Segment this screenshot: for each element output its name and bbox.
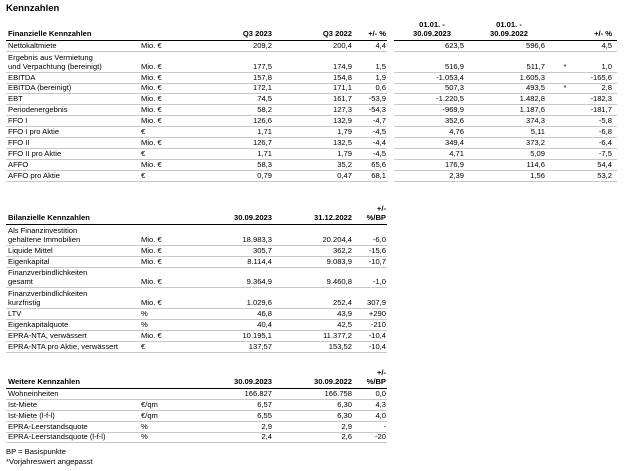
value-q3-2023: 172,1 bbox=[252, 83, 272, 93]
value-change: -4,7 bbox=[372, 116, 386, 126]
balance-header-col1: 30.09.2023 bbox=[233, 212, 272, 222]
value-ytd-change: -181,7 bbox=[590, 105, 612, 115]
table-row bbox=[6, 309, 387, 320]
table-row bbox=[6, 288, 387, 309]
table-row bbox=[6, 411, 387, 422]
value-ytd-2022: 511,7 bbox=[526, 61, 545, 71]
value-col1: 9.364,9 bbox=[246, 277, 272, 287]
table-row bbox=[6, 149, 387, 160]
table-row bbox=[6, 389, 387, 400]
table-row bbox=[394, 138, 617, 149]
row-label: Eigenkapital bbox=[8, 256, 50, 266]
table-row bbox=[6, 138, 387, 149]
table-row bbox=[394, 52, 617, 73]
value-change: -53,9 bbox=[368, 94, 386, 104]
row-unit: % bbox=[141, 421, 148, 431]
row-unit: Mio. € bbox=[141, 330, 162, 340]
row-label: EBITDA (bereinigt) bbox=[8, 83, 72, 93]
table-row bbox=[6, 116, 387, 127]
value-q3-2022: 35,2 bbox=[337, 159, 352, 169]
value-ytd-change: -6,8 bbox=[598, 127, 612, 137]
row-unit: % bbox=[141, 309, 148, 319]
balance-table bbox=[6, 204, 387, 353]
value-ytd-change: 4,5 bbox=[601, 40, 612, 50]
row-label: Periodenergebnis bbox=[8, 105, 68, 115]
value-col1: 305,7 bbox=[252, 245, 272, 255]
value-q3-2023: 1,71 bbox=[257, 148, 272, 158]
value-ytd-change: -7,5 bbox=[598, 148, 612, 158]
value-col1: 2,4 bbox=[261, 432, 272, 442]
value-q3-2023: 157,8 bbox=[252, 72, 272, 82]
value-col1: 166.827 bbox=[244, 388, 272, 398]
value-col1: 46,8 bbox=[257, 309, 272, 319]
row-unit: €/qm bbox=[141, 399, 158, 409]
value-col1: 40,4 bbox=[257, 319, 272, 329]
value-ytd-change: -165,6 bbox=[590, 72, 612, 82]
value-change: -10,4 bbox=[368, 341, 386, 351]
row-unit: Mio. € bbox=[141, 137, 162, 147]
value-change: -10,4 bbox=[368, 330, 386, 340]
value-col2: 43,9 bbox=[337, 309, 352, 319]
value-ytd-2023: 623,5 bbox=[444, 40, 464, 50]
value-ytd-change: 2,8 bbox=[601, 83, 612, 93]
value-col1: 10.195,1 bbox=[242, 330, 272, 340]
value-ytd-2022: 114,6 bbox=[526, 159, 545, 169]
ytd-header-change: +/- % bbox=[594, 28, 612, 38]
value-col2: 20.204,4 bbox=[322, 234, 352, 244]
value-q3-2022: 1,79 bbox=[337, 148, 352, 158]
value-q3-2023: 126,6 bbox=[252, 116, 272, 126]
value-ytd-2022: 373,2 bbox=[525, 137, 545, 147]
table-row bbox=[6, 94, 387, 105]
other-table bbox=[6, 368, 387, 443]
footnote-adjusted: *Vorjahreswert angepasst bbox=[6, 457, 93, 466]
footnote-bp: BP = Basispunkte bbox=[6, 447, 67, 456]
value-change: -1,0 bbox=[372, 277, 386, 287]
row-unit: Mio. € bbox=[141, 234, 162, 244]
row-unit: € bbox=[141, 341, 146, 351]
table-row bbox=[394, 105, 617, 116]
row-unit: Mio. € bbox=[141, 256, 162, 266]
row-unit: Mio. € bbox=[141, 105, 162, 115]
table-row bbox=[6, 433, 387, 444]
value-q3-2023: 0,79 bbox=[257, 170, 272, 180]
value-ytd-2022: 5,09 bbox=[530, 148, 545, 158]
table-row bbox=[6, 84, 387, 95]
value-q3-2022: 0,47 bbox=[337, 170, 352, 180]
row-label: EBT bbox=[8, 94, 23, 104]
balance-header bbox=[6, 204, 387, 225]
table-row bbox=[394, 41, 617, 52]
value-change: -4,4 bbox=[372, 137, 386, 147]
table-row bbox=[394, 116, 617, 127]
financial-header-q3-2023: Q3 2023 bbox=[242, 28, 272, 38]
value-col2: 153,52 bbox=[328, 341, 352, 351]
value-change: 1,9 bbox=[375, 72, 386, 82]
row-label: Finanzverbindlichkeiten kurzfristig bbox=[8, 289, 88, 308]
value-q3-2023: 58,3 bbox=[257, 159, 272, 169]
value-col2: 2,9 bbox=[341, 421, 352, 431]
value-change: 4,4 bbox=[375, 40, 386, 50]
value-col2: 11.377,2 bbox=[323, 330, 352, 340]
row-label: EPRA-Leerstandsquote (l-f-l) bbox=[8, 432, 106, 442]
row-unit: % bbox=[141, 432, 148, 442]
table-row bbox=[6, 225, 387, 246]
value-ytd-2023: 4,76 bbox=[449, 127, 464, 137]
row-label: FFO I pro Aktie bbox=[8, 127, 60, 137]
value-change: -4,5 bbox=[372, 127, 386, 137]
table-row bbox=[6, 400, 387, 411]
table-row bbox=[6, 73, 387, 84]
ytd-header-2023: 01.01. - 30.09.2023 bbox=[412, 20, 451, 38]
value-col2: 6,30 bbox=[337, 410, 352, 420]
value-ytd-2022: 1,56 bbox=[530, 170, 545, 180]
row-label: FFO II pro Aktie bbox=[8, 148, 62, 158]
page-title: Kennzahlen bbox=[6, 3, 60, 14]
row-unit: Mio. € bbox=[141, 245, 162, 255]
value-col2: 166.758 bbox=[324, 388, 352, 398]
table-row bbox=[6, 127, 387, 138]
value-col2: 362,2 bbox=[332, 245, 352, 255]
table-row bbox=[6, 41, 387, 52]
value-ytd-change: 1,0 bbox=[601, 61, 612, 71]
row-label: EPRA-NTA, verwässert bbox=[8, 330, 87, 340]
value-ytd-2023: -969,9 bbox=[442, 105, 464, 115]
value-change: 0,6 bbox=[375, 83, 386, 93]
adjusted-marker: * bbox=[563, 61, 567, 71]
row-label: AFFO bbox=[8, 159, 29, 169]
row-label: AFFO pro Aktie bbox=[8, 170, 60, 180]
balance-header-col2: 31.12.2022 bbox=[313, 212, 352, 222]
value-q3-2023: 177,5 bbox=[252, 61, 272, 71]
financial-header-label: Finanzielle Kennzahlen bbox=[8, 29, 92, 38]
value-col1: 8.114,4 bbox=[247, 256, 272, 266]
row-unit: % bbox=[141, 319, 148, 329]
value-ytd-change: -6,4 bbox=[598, 137, 612, 147]
value-ytd-2023: 4,71 bbox=[449, 148, 464, 158]
value-ytd-change: 54,4 bbox=[597, 159, 612, 169]
row-label: Liquide Mittel bbox=[8, 245, 53, 255]
row-label: Ergebnis aus Vermietung und Verpachtung (bereinigt) bbox=[8, 52, 102, 71]
row-unit: Mio. € bbox=[141, 159, 162, 169]
value-q3-2023: 1,71 bbox=[257, 127, 272, 137]
table-row bbox=[394, 171, 617, 182]
value-change: 0,0 bbox=[375, 388, 386, 398]
value-q3-2023: 126,7 bbox=[252, 137, 272, 147]
value-change: -10,7 bbox=[368, 256, 386, 266]
row-unit: Mio. € bbox=[141, 72, 162, 82]
financial-table bbox=[6, 22, 387, 182]
row-label: Nettokaltmiete bbox=[8, 40, 57, 50]
table-row bbox=[6, 342, 387, 353]
row-label: LTV bbox=[8, 309, 22, 319]
row-label: Wohneinheiten bbox=[8, 388, 59, 398]
table-row bbox=[394, 160, 617, 171]
value-change: 65,6 bbox=[371, 159, 386, 169]
table-row bbox=[6, 52, 387, 73]
value-ytd-change: -5,8 bbox=[598, 116, 612, 126]
value-change: 307,9 bbox=[366, 298, 386, 308]
value-ytd-change: 53,2 bbox=[597, 170, 612, 180]
row-unit: € bbox=[141, 148, 146, 158]
table-row bbox=[6, 160, 387, 171]
value-ytd-2023: 349,4 bbox=[444, 137, 464, 147]
value-change: -54,3 bbox=[368, 105, 386, 115]
value-col1: 2,9 bbox=[261, 421, 272, 431]
value-change: -4,5 bbox=[372, 148, 386, 158]
balance-header-label: Bilanzielle Kennzahlen bbox=[8, 213, 90, 222]
value-change: -20 bbox=[375, 432, 386, 442]
value-q3-2023: 209,2 bbox=[252, 40, 272, 50]
row-unit: € bbox=[141, 127, 146, 137]
value-ytd-2022: 1.187,6 bbox=[519, 105, 545, 115]
value-q3-2022: 161,7 bbox=[332, 94, 352, 104]
value-col2: 2,6 bbox=[341, 432, 352, 442]
value-col2: 9.083,9 bbox=[326, 256, 352, 266]
value-q3-2023: 58,2 bbox=[257, 105, 272, 115]
value-col1: 18.983,3 bbox=[242, 234, 272, 244]
value-col1: 1.029,6 bbox=[246, 298, 272, 308]
value-col2: 252,4 bbox=[332, 298, 352, 308]
value-q3-2022: 1,79 bbox=[337, 127, 352, 137]
table-row bbox=[6, 257, 387, 268]
value-ytd-2023: 176,9 bbox=[444, 159, 464, 169]
value-ytd-2022: 1.482,8 bbox=[519, 94, 545, 104]
value-ytd-2022: 596,6 bbox=[525, 40, 545, 50]
value-q3-2022: 132,9 bbox=[332, 116, 352, 126]
value-ytd-change: -182,3 bbox=[590, 94, 612, 104]
row-label: FFO II bbox=[8, 137, 30, 147]
financial-rows bbox=[6, 41, 387, 182]
other-header-col1: 30.09.2023 bbox=[233, 376, 272, 386]
financial-ytd-table bbox=[394, 22, 617, 182]
row-unit: Mio. € bbox=[141, 94, 162, 104]
row-label: EPRA-NTA pro Aktie, verwässert bbox=[8, 341, 119, 351]
value-col2: 42,5 bbox=[337, 319, 352, 329]
row-unit: € bbox=[141, 170, 146, 180]
row-unit: Mio. € bbox=[141, 40, 162, 50]
value-col1: 137,57 bbox=[248, 341, 272, 351]
value-ytd-2022: 374,3 bbox=[525, 116, 545, 126]
value-ytd-2023: 352,6 bbox=[444, 116, 464, 126]
row-unit: €/qm bbox=[141, 410, 158, 420]
value-ytd-2023: 516,9 bbox=[444, 61, 464, 71]
adjusted-marker: * bbox=[563, 83, 567, 93]
value-col1: 6,55 bbox=[257, 410, 272, 420]
value-q3-2023: 74,5 bbox=[257, 94, 272, 104]
balance-rows bbox=[6, 225, 387, 353]
value-col2: 6,30 bbox=[337, 399, 352, 409]
row-label: EBITDA bbox=[8, 72, 36, 82]
ytd-header-2022: 01.01. - 30.09.2022 bbox=[489, 20, 528, 38]
financial-header-q3-2022: Q3 2022 bbox=[322, 28, 352, 38]
row-label: Ist-Miete bbox=[8, 399, 38, 409]
value-q3-2022: 200,4 bbox=[332, 40, 352, 50]
table-row bbox=[6, 246, 387, 257]
table-row bbox=[394, 73, 617, 84]
value-q3-2022: 171,1 bbox=[332, 83, 352, 93]
table-row bbox=[394, 127, 617, 138]
table-row bbox=[6, 422, 387, 433]
value-ytd-2023: 2,39 bbox=[449, 170, 464, 180]
financial-ytd-header bbox=[394, 22, 617, 41]
value-ytd-2023: 507,3 bbox=[444, 83, 464, 93]
table-row bbox=[6, 268, 387, 289]
value-change: -210 bbox=[370, 319, 386, 329]
table-row bbox=[6, 105, 387, 116]
table-row bbox=[6, 331, 387, 342]
value-ytd-2022: 5,11 bbox=[530, 127, 545, 137]
other-header bbox=[6, 368, 387, 389]
financial-ytd-rows bbox=[394, 41, 617, 182]
value-q3-2022: 174,9 bbox=[332, 61, 352, 71]
row-unit: Mio. € bbox=[141, 83, 162, 93]
row-label: Finanzverbindlichkeiten gesamt bbox=[8, 268, 88, 287]
row-label: Ist-Miete (l-f-l) bbox=[8, 410, 55, 420]
row-unit: Mio. € bbox=[141, 116, 162, 126]
value-change: 4,3 bbox=[375, 399, 386, 409]
value-change: -6,0 bbox=[372, 234, 386, 244]
row-label: Als Finanzinvestition gehaltene Immobilien bbox=[8, 225, 81, 244]
row-unit: Mio. € bbox=[141, 61, 162, 71]
financial-header bbox=[6, 22, 387, 41]
other-rows bbox=[6, 389, 387, 443]
value-q3-2022: 127,3 bbox=[332, 105, 352, 115]
value-q3-2022: 132,5 bbox=[332, 137, 352, 147]
other-header-change: +/- %/BP bbox=[366, 368, 386, 386]
balance-header-change: +/- %/BP bbox=[366, 204, 386, 222]
value-change: - bbox=[383, 421, 386, 431]
other-header-label: Weitere Kennzahlen bbox=[8, 377, 81, 386]
value-ytd-2023: -1.220,5 bbox=[436, 94, 464, 104]
financial-header-change: +/- % bbox=[368, 28, 386, 38]
value-change: 68,1 bbox=[371, 170, 386, 180]
value-col2: 9.460,8 bbox=[326, 277, 352, 287]
table-row bbox=[394, 94, 617, 105]
value-ytd-2023: -1.053,4 bbox=[436, 72, 464, 82]
row-unit: Mio. € bbox=[141, 277, 162, 287]
table-row bbox=[6, 171, 387, 182]
value-q3-2022: 154,8 bbox=[332, 72, 352, 82]
value-ytd-2022: 493,5 bbox=[525, 83, 545, 93]
row-label: Eigenkapitalquote bbox=[8, 319, 69, 329]
table-row bbox=[6, 320, 387, 331]
value-change: 4,0 bbox=[375, 410, 386, 420]
value-change: +290 bbox=[368, 309, 386, 319]
value-change: 1,5 bbox=[375, 61, 386, 71]
value-change: -15,6 bbox=[368, 245, 386, 255]
table-row bbox=[394, 84, 617, 95]
table-row bbox=[394, 149, 617, 160]
other-header-col2: 30.09.2022 bbox=[313, 376, 352, 386]
value-ytd-2022: 1.605,3 bbox=[519, 72, 545, 82]
row-unit: Mio. € bbox=[141, 298, 162, 308]
row-label: EPRA-Leerstandsquote bbox=[8, 421, 88, 431]
value-col1: 6,57 bbox=[257, 399, 272, 409]
row-label: FFO I bbox=[8, 116, 28, 126]
